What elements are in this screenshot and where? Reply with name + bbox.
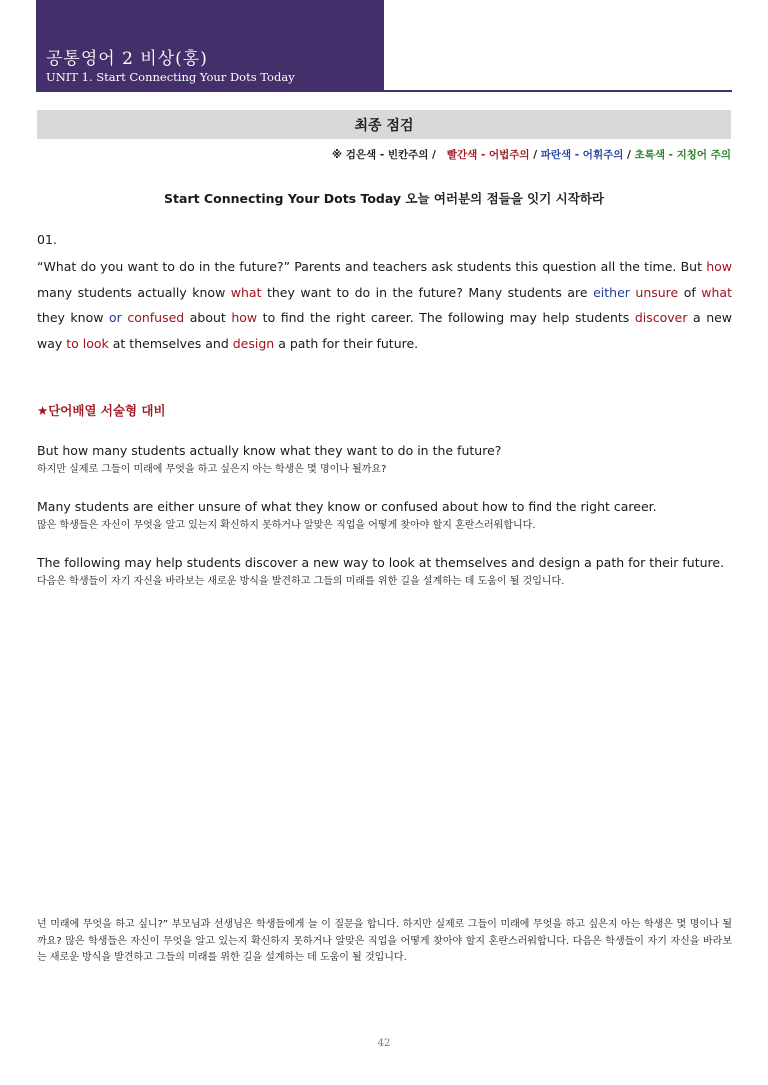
vocab-keyword: either xyxy=(593,284,630,300)
section-title: 최종 점검 xyxy=(354,117,414,134)
legend-red: 빨간색 - 어법주의 xyxy=(446,149,530,161)
grammar-keyword: what xyxy=(230,284,262,300)
grammar-keyword: to look xyxy=(66,335,109,351)
passage-text: they know xyxy=(37,310,109,325)
item-number: 01. xyxy=(37,232,57,247)
legend-green: 초록색 - 지칭어 주의 xyxy=(634,149,731,161)
english-sentence: The following may help students discover a new way to look at themselves and design a path for their future. xyxy=(37,555,725,570)
section-title-bar xyxy=(37,110,731,139)
english-sentence: Many students are either unsure of what they know or confused about how to find the right career. xyxy=(37,499,657,514)
passage-text: of xyxy=(678,284,702,300)
passage-text: to find the right career. The following may help students xyxy=(257,310,635,325)
korean-translation: 다음은 학생들이 자기 자신을 바라보는 새로운 방식을 발견하고 그들의 미래를 위한 길을 설계하는 데 도움이 될 것입니다. xyxy=(37,576,565,587)
course-title: 공통영어 2 비상(홍) xyxy=(46,49,208,69)
grammar-keyword: discover xyxy=(634,310,688,325)
sentence-pair xyxy=(37,441,732,478)
grammar-keyword: confused xyxy=(127,310,185,325)
header-banner xyxy=(36,0,384,91)
passage-text: many students actually know xyxy=(37,284,231,300)
legend-blue: 파란색 - 어휘주의 xyxy=(540,149,624,161)
sentence-pair xyxy=(37,553,732,590)
prep-heading: ★단어배열 서술형 대비 xyxy=(37,403,166,418)
korean-translation: 많은 학생들은 자신이 무엇을 알고 있는지 확신하지 못하거나 알맞은 직업을 어떻게 찾아야 할지 혼란스러워합니다. xyxy=(37,520,536,531)
passage-text: at themselves and xyxy=(108,335,233,351)
lesson-subtitle: Start Connecting Your Dots Today 오늘 여러분의 점들을 잇기 시작하라 xyxy=(164,191,604,206)
legend-prefix: ※ xyxy=(331,149,346,161)
grammar-keyword: unsure xyxy=(635,284,679,300)
legend-separator: / xyxy=(623,149,635,161)
korean-translation: 하지만 실제로 그들이 미래에 무엇을 하고 싶은지 아는 학생은 몇 명이나 될까요? xyxy=(37,464,387,475)
page-number: 42 xyxy=(377,1038,391,1049)
color-legend xyxy=(332,147,731,162)
full-translation: 넌 미래에 무엇을 하고 싶니?” 부모님과 선생님은 학생들에게 늘 이 질문을 합니다. 하지만 실제로 그들이 미래에 무엇을 하고 싶은지 아는 학생은 몇 명이나 될까요? 많은 학생들은 자신이 무엇을 알고 있는지 확신하지 못하거나 알맞은 직업을 어떻게 찾아야 할지 혼란스러워합니다. 다음은 학생들이 자기 자신을 바라보는 새로운 방식을 발견하고 그들의 미래를 위한 길을 설계하는 데 도움이 될 것입니다. xyxy=(37,919,732,963)
grammar-keyword: how xyxy=(706,259,732,274)
passage-text: “What do you want to do in the future?” Parents and teachers ask students this question all the time. But xyxy=(37,259,707,274)
passage-text: about xyxy=(184,310,232,325)
vocab-keyword: or xyxy=(109,310,122,325)
legend-separator: / xyxy=(529,149,541,161)
grammar-keyword: design xyxy=(232,335,275,351)
sentence-pair xyxy=(37,497,732,534)
grammar-keyword: how xyxy=(231,310,258,325)
reading-passage xyxy=(37,254,732,356)
passage-text: a path for their future. xyxy=(274,335,419,351)
header-rule xyxy=(36,90,732,92)
unit-title: UNIT 1. Start Connecting Your Dots Today xyxy=(46,70,295,84)
passage-text: a new way xyxy=(37,310,733,351)
legend-black: 검은색 - 빈칸주의 / xyxy=(345,149,436,161)
passage-text: they want to do in the future? Many students are xyxy=(261,284,594,300)
grammar-keyword: what xyxy=(701,284,732,300)
english-sentence: But how many students actually know what they want to do in the future? xyxy=(37,443,502,458)
